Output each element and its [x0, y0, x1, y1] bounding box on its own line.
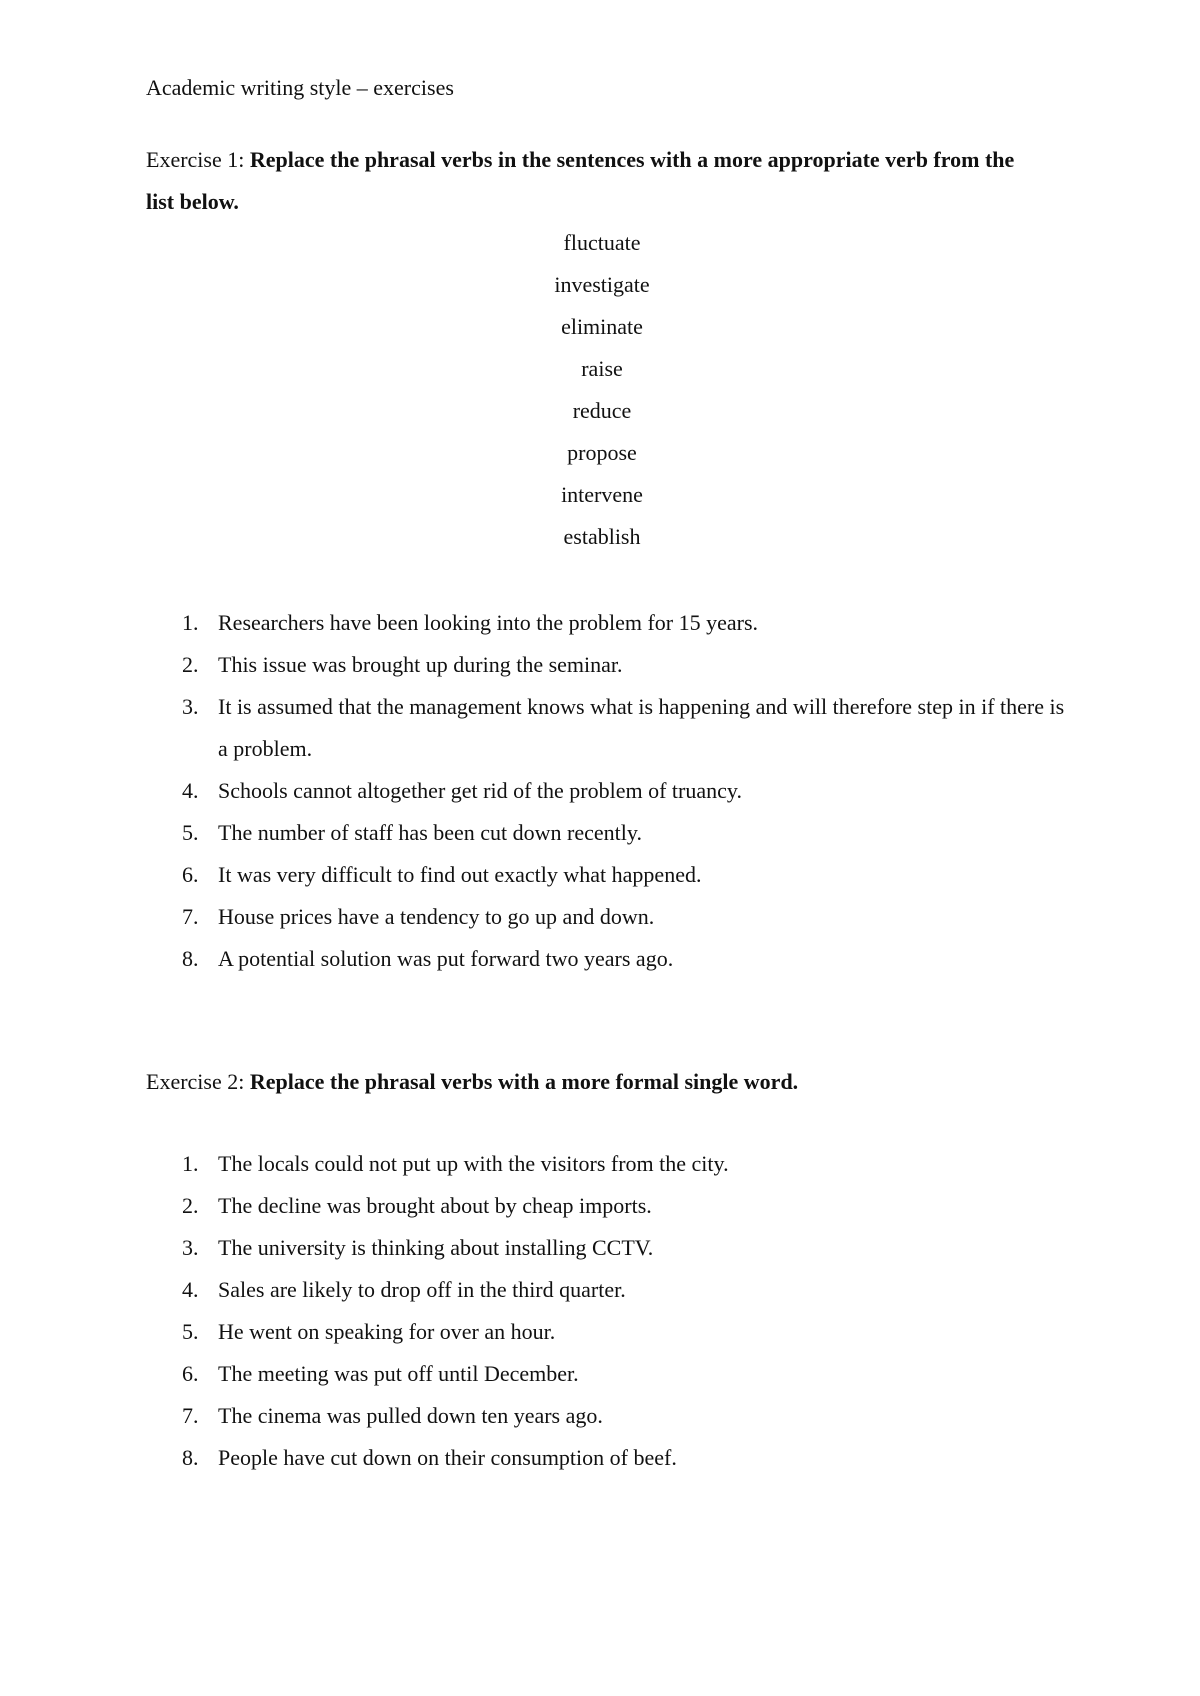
exercise-1-instruction: Replace the phrasal verbs in the sentences with a more appropriate verb from the list below.	[146, 147, 1015, 214]
sentence-text: House prices have a tendency to go up and down.	[218, 904, 655, 929]
sentence-text: The meeting was put off until December.	[218, 1361, 579, 1386]
sentence-item	[146, 1437, 1076, 1479]
sentence-item	[146, 812, 1076, 854]
exercise-2-sentence-list	[146, 1143, 1076, 1479]
word-list-item: propose	[567, 440, 637, 465]
sentence-number: 1.	[182, 610, 199, 635]
sentence-number: 3.	[182, 694, 199, 719]
sentence-item	[146, 854, 1076, 896]
sentence-text: Researchers have been looking into the problem for 15 years.	[218, 610, 759, 635]
sentence-number: 2.	[182, 652, 199, 677]
sentence-text: The locals could not put up with the visitors from the city.	[218, 1151, 729, 1176]
word-list-item: reduce	[572, 398, 632, 423]
exercise-2-instruction: Replace the phrasal verbs with a more formal single word.	[249, 1069, 799, 1094]
exercise-1-sentence-list	[146, 602, 1076, 980]
sentence-number: 6.	[182, 862, 199, 887]
exercise-2-label: Exercise 2:	[146, 1069, 245, 1094]
sentence-number: 3.	[182, 1235, 199, 1260]
sentence-item	[146, 938, 1076, 980]
sentence-text: Sales are likely to drop off in the third quarter.	[218, 1277, 626, 1302]
word-list-item: fluctuate	[563, 230, 641, 255]
sentence-item	[146, 644, 1076, 686]
sentence-number: 2.	[182, 1193, 199, 1218]
sentence-number: 6.	[182, 1361, 199, 1386]
document-title: Academic writing style – exercises	[146, 75, 454, 100]
sentence-text: People have cut down on their consumption of beef.	[218, 1445, 677, 1470]
sentence-item	[146, 1227, 1076, 1269]
word-list-item: investigate	[554, 272, 650, 297]
sentence-number: 8.	[182, 1445, 199, 1470]
exercise-2-heading	[146, 1061, 1046, 1103]
sentence-number: 4.	[182, 1277, 199, 1302]
sentence-item	[146, 686, 1076, 770]
word-list	[0, 222, 1200, 558]
sentence-text: A potential solution was put forward two years ago.	[218, 946, 674, 971]
sentence-number: 4.	[182, 778, 199, 803]
exercise-1-heading	[146, 139, 1046, 223]
sentence-text: It is assumed that the management knows what is happening and will therefore step in if there is a problem.	[218, 694, 1065, 761]
sentence-item	[146, 896, 1076, 938]
word-list-item: raise	[581, 356, 623, 381]
sentence-item	[146, 1353, 1076, 1395]
sentence-text: The cinema was pulled down ten years ago.	[218, 1403, 603, 1428]
word-list-item: intervene	[561, 482, 643, 507]
sentence-item	[146, 1311, 1076, 1353]
word-list-item: establish	[563, 524, 641, 549]
sentence-text: It was very difficult to find out exactly what happened.	[218, 862, 702, 887]
sentence-item	[146, 602, 1076, 644]
sentence-number: 5.	[182, 820, 199, 845]
exercise-1-label: Exercise 1:	[146, 147, 245, 172]
sentence-item	[146, 1143, 1076, 1185]
sentence-item	[146, 1395, 1076, 1437]
sentence-number: 8.	[182, 946, 199, 971]
sentence-number: 1.	[182, 1151, 199, 1176]
sentence-text: The number of staff has been cut down recently.	[218, 820, 642, 845]
sentence-item	[146, 770, 1076, 812]
sentence-text: The university is thinking about installing CCTV.	[218, 1235, 654, 1260]
sentence-text: This issue was brought up during the seminar.	[218, 652, 623, 677]
sentence-text: Schools cannot altogether get rid of the problem of truancy.	[218, 778, 742, 803]
sentence-item	[146, 1269, 1076, 1311]
sentence-number: 7.	[182, 904, 199, 929]
sentence-text: The decline was brought about by cheap imports.	[218, 1193, 652, 1218]
sentence-text: He went on speaking for over an hour.	[218, 1319, 556, 1344]
sentence-number: 7.	[182, 1403, 199, 1428]
sentence-item	[146, 1185, 1076, 1227]
sentence-number: 5.	[182, 1319, 199, 1344]
word-list-item: eliminate	[561, 314, 643, 339]
